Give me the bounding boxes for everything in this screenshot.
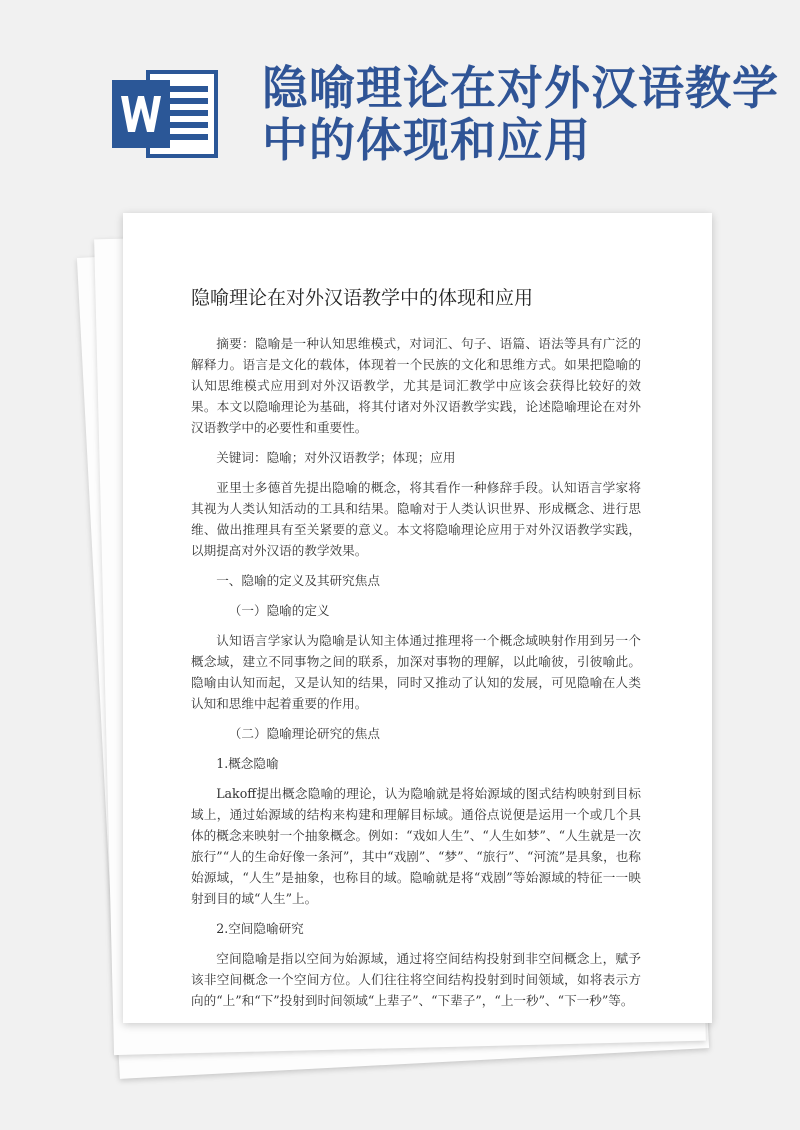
subsection-heading: （二）隐喻理论研究的焦点 <box>228 726 380 741</box>
document-body <box>191 285 641 1020</box>
keywords-paragraph: 关键词：隐喻；对外汉语教学；体现；应用 <box>216 450 456 465</box>
body-paragraph: Lakoff提出概念隐喻的理论，认为隐喻就是将始源域的图式结构映射到目标域上，通过始源域的结构来构建和理解目标域。通俗点说便是运用一个或几个具体的概念来映射一个抽象概念。例如：“戏如人生”、“人生如梦”、“人生就是一次旅行”“人的生命好像一条河”，其中“戏剧”、“梦”、“旅行”、“河流”是具象，也称始源域，“人生”是抽象，也称目的域。隐喻就是将“戏剧”等始源域的特征一一映射到目的域“人生”上。 <box>191 786 641 906</box>
header-title: 隐喻理论在对外汉语教学中的体现和应用 <box>262 61 779 167</box>
section-heading: 一、隐喻的定义及其研究焦点 <box>216 573 380 588</box>
header <box>0 0 800 200</box>
word-document-icon <box>110 68 220 160</box>
document-title: 隐喻理论在对外汉语教学中的体现和应用 <box>191 287 534 309</box>
intro-paragraph: 亚里士多德首先提出隐喻的概念，将其看作一种修辞手段。认知语言学家将其视为人类认知活动的工具和结果。隐喻对于人类认识世界、形成概念、进行思维、做出推理具有至关紧要的意义。本文将隐喻理论应用于对外汉语教学实践，以期提高对外汉语的教学效果。 <box>191 480 641 558</box>
numbered-heading: 2.空间隐喻研究 <box>216 921 304 936</box>
document-page <box>123 213 712 1023</box>
body-paragraph: 认知语言学家认为隐喻是认知主体通过推理将一个概念域映射作用到另一个概念域，建立不同事物之间的联系，加深对事物的理解，以此喻彼，引彼喻此。隐喻由认知而起，又是认知的结果，同时又推动了认知的发展，可见隐喻在人类认知和思维中起着重要的作用。 <box>191 633 641 711</box>
abstract-paragraph: 摘要：隐喻是一种认知思维模式，对词汇、句子、语篇、语法等具有广泛的解释力。语言是文化的载体，体现着一个民族的文化和思维方式。如果把隐喻的认知思维模式应用到对外汉语教学，尤其是词汇教学中应该会获得比较好的效果。本文以隐喻理论为基础，将其付诸对外汉语教学实践，论述隐喻理论在对外汉语教学中的必要性和重要性。 <box>191 336 641 435</box>
body-paragraph: 空间隐喻是指以空间为始源域，通过将空间结构投射到非空间概念上，赋予该非空间概念一个空间方位。人们往往将空间结构投射到时间领域，如将表示方向的“上”和“下”投射到时间领域“上辈子”、“下辈子”，“上一秒”、“下一秒”等。 <box>191 951 641 1008</box>
numbered-heading: 1.概念隐喻 <box>216 756 279 771</box>
subsection-heading: （一）隐喻的定义 <box>228 603 330 618</box>
